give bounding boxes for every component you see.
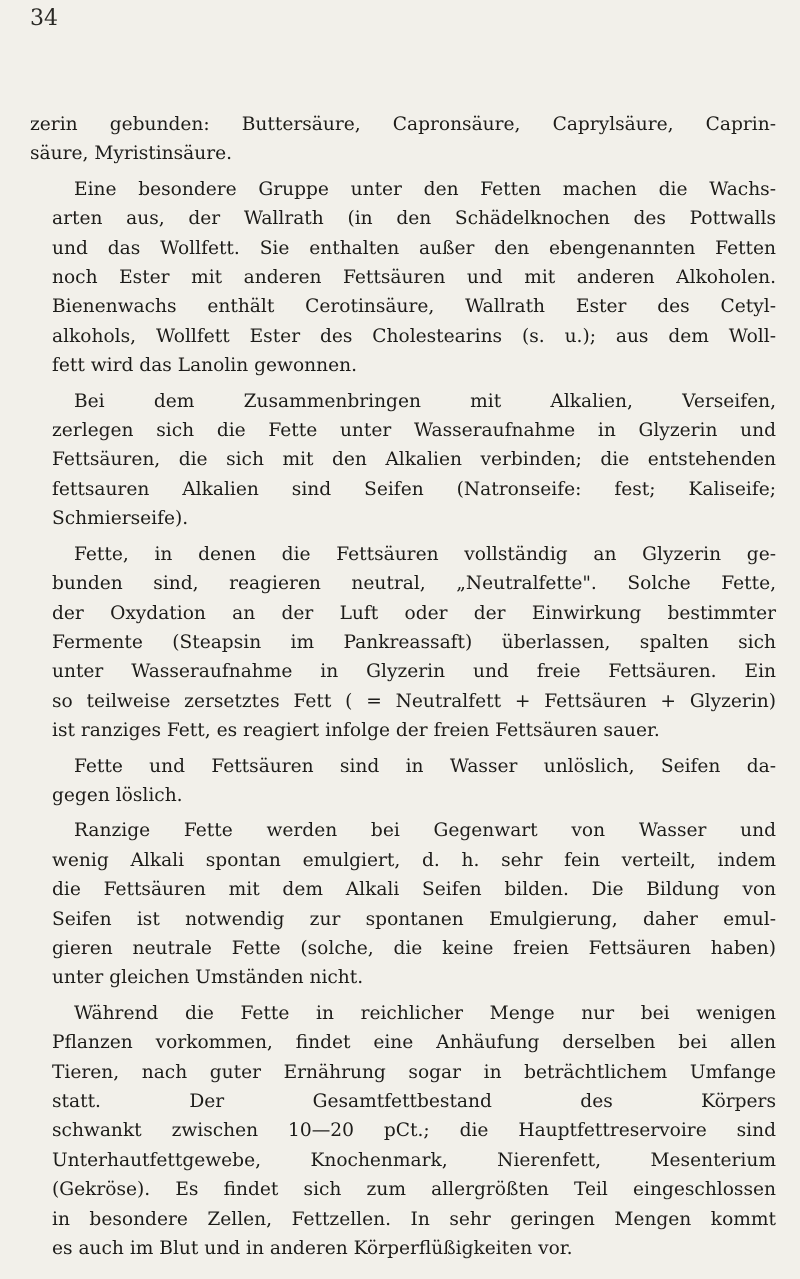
- text-line: arten aus, der Wallrath (in den Schädelknochen des Pottwalls: [52, 208, 776, 230]
- text-line: gegen löslich.: [52, 784, 183, 806]
- text-line: Ranzige Fette werden bei Gegenwart von Wasser und: [74, 820, 776, 842]
- text-line: und das Wollfett. Sie enthalten außer den ebengenannten Fetten: [52, 237, 776, 259]
- text-line: zerin gebunden: Buttersäure, Capronsäure, Caprylsäure, Caprin-: [30, 114, 776, 135]
- text-line: Seifen ist notwendig zur spontanen Emulgierung, daher emul-: [52, 908, 776, 930]
- text-line: Pflanzen vorkommen, findet eine Anhäufung derselben bei allen: [52, 1032, 776, 1054]
- text-line: fettsauren Alkalien sind Seifen (Natronseife: fest; Kaliseife;: [52, 478, 776, 500]
- text-line: wenig Alkali spontan emulgiert, d. h. sehr fein verteilt, indem: [52, 849, 776, 871]
- text-line: zerlegen sich die Fette unter Wasseraufnahme in Glyzerin und: [52, 420, 776, 442]
- text-line: (Gekröse). Es findet sich zum allergrößten Teil eingeschlossen: [52, 1179, 776, 1201]
- text-line: alkohols, Wollfett Ester des Cholestearins (s. u.); aus dem Woll-: [52, 325, 776, 347]
- body-text: [30, 110, 776, 1269]
- text-line: schwankt zwischen 10—20 pCt.; die Hauptfettreservoire sind: [52, 1120, 776, 1142]
- page-number: 34: [30, 6, 58, 31]
- paragraph: [30, 387, 776, 534]
- text-line: Schmierseife).: [52, 508, 189, 530]
- text-line: unter Wasseraufnahme in Glyzerin und freie Fettsäuren. Ein: [52, 661, 776, 683]
- text-line: Eine besondere Gruppe unter den Fetten machen die Wachs-: [74, 178, 776, 200]
- text-line: Bei dem Zusammenbringen mit Alkalien, Verseifen,: [74, 390, 776, 412]
- text-line: Tieren, nach guter Ernährung sogar in beträchtlichem Umfange: [52, 1061, 776, 1083]
- text-line: der Oxydation an der Luft oder der Einwirkung bestimmter: [52, 602, 776, 624]
- paragraph: [30, 999, 776, 1264]
- text-line: in besondere Zellen, Fettzellen. In sehr geringen Mengen kommt: [52, 1208, 776, 1230]
- text-line: ist ranziges Fett, es reagiert infolge der freien Fettsäuren sauer.: [52, 720, 660, 742]
- text-line: noch Ester mit anderen Fettsäuren und mit anderen Alkoholen.: [52, 267, 776, 289]
- text-line: Unterhautfettgewebe, Knochenmark, Nierenfett, Mesenterium: [52, 1149, 776, 1171]
- text-line: bunden sind, reagieren neutral, „Neutralfette". Solche Fette,: [52, 573, 776, 595]
- paragraph: [30, 540, 776, 746]
- paragraph: [30, 175, 776, 381]
- text-line: gieren neutrale Fette (solche, die keine freien Fettsäuren haben): [52, 937, 776, 959]
- text-line: säure, Myristinsäure.: [30, 143, 233, 165]
- text-line: Fette, in denen die Fettsäuren vollständig an Glyzerin ge-: [74, 543, 776, 565]
- text-line: Fette und Fettsäuren sind in Wasser unlöslich, Seifen da-: [74, 755, 776, 777]
- paragraph: [30, 110, 776, 169]
- text-line: statt. Der Gesamtfettbestand des Körpers: [52, 1091, 776, 1112]
- text-line: unter gleichen Umständen nicht.: [52, 967, 364, 989]
- paragraph: [30, 752, 776, 811]
- paragraph: [30, 816, 776, 992]
- text-line: so teilweise zersetztes Fett ( = Neutralfett + Fettsäuren + Glyzerin): [52, 690, 776, 712]
- text-line: fett wird das Lanolin gewonnen.: [52, 355, 357, 377]
- text-line: Fermente (Steapsin im Pankreassaft) überlassen, spalten sich: [52, 631, 776, 653]
- text-line: Während die Fette in reichlicher Menge nur bei wenigen: [74, 1002, 776, 1024]
- text-line: die Fettsäuren mit dem Alkali Seifen bilden. Die Bildung von: [52, 879, 776, 901]
- text-line: Bienenwachs enthält Cerotinsäure, Wallrath Ester des Cetyl-: [52, 296, 776, 318]
- text-line: es auch im Blut und in anderen Körperflüßigkeiten vor.: [52, 1238, 573, 1260]
- text-line: Fettsäuren, die sich mit den Alkalien verbinden; die entstehenden: [52, 449, 776, 471]
